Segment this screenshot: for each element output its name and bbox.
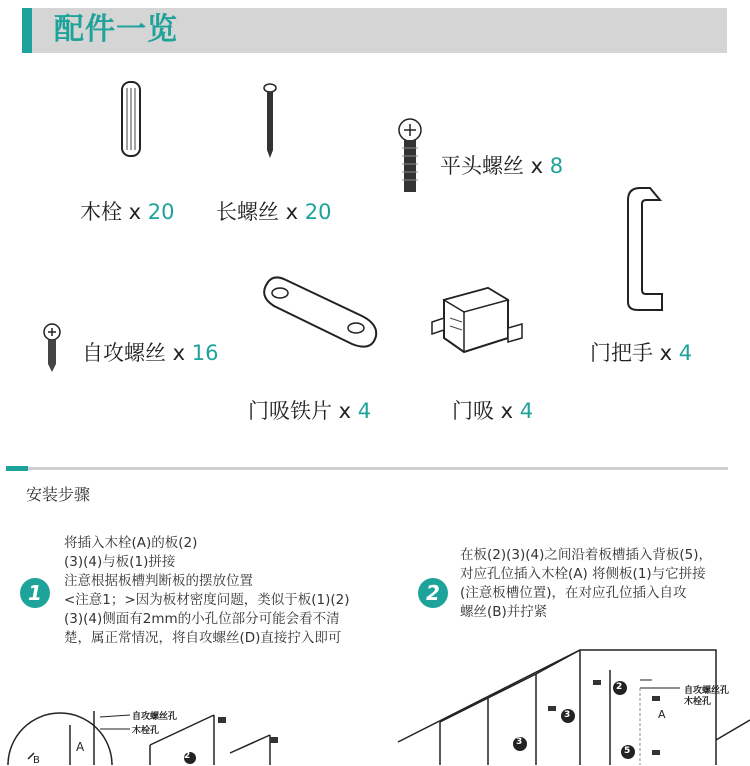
diagram2-label-self-tap-hole: 自攻螺丝孔: [684, 686, 730, 696]
diagram2-label-a: A: [658, 708, 666, 721]
section-divider: [28, 467, 728, 470]
handle-icon: [628, 188, 662, 310]
part-count: 4: [519, 399, 534, 423]
part-label-dowel: [80, 196, 175, 226]
part-label-long-screw: [216, 196, 332, 226]
part-sep: x: [332, 399, 358, 423]
divider-accent: [6, 466, 28, 471]
part-name: 门吸铁片: [248, 399, 332, 423]
section-title: 安装步骤: [26, 485, 91, 504]
part-name: 门吸: [452, 399, 494, 423]
diagram-label-b: B: [33, 755, 40, 766]
part-count: 8: [549, 154, 564, 178]
part-label-handle: [590, 337, 692, 367]
diagram2-num-5: 5: [624, 746, 631, 756]
part-count: 20: [304, 200, 332, 224]
step-1-badge: 1: [20, 578, 50, 608]
part-sep: x: [122, 200, 148, 224]
flat-screw-icon: [399, 119, 421, 192]
part-label-flat-screw: [440, 150, 563, 180]
part-name: 平头螺丝: [440, 154, 524, 178]
part-name: 木栓: [80, 200, 122, 224]
part-label-magnetic-catch: [452, 395, 533, 425]
dowel-icon: [122, 82, 140, 156]
part-label-self-tap-screw: [82, 337, 219, 367]
part-count: 4: [678, 341, 693, 365]
part-count: 16: [191, 341, 219, 365]
part-sep: x: [653, 341, 679, 365]
part-name: 自攻螺丝: [82, 341, 166, 365]
part-sep: x: [524, 154, 550, 178]
diagram2-num-3: 3: [564, 710, 571, 720]
part-sep: x: [279, 200, 305, 224]
diagram-label-dowel-hole: 木栓孔: [132, 726, 160, 736]
long-screw-icon: [264, 84, 276, 158]
part-count: 4: [357, 399, 372, 423]
metal-plate-icon: [264, 277, 376, 346]
diagram2-num-2: 2: [616, 682, 623, 692]
part-count: 20: [147, 200, 175, 224]
diagram-label-a: A: [76, 740, 85, 754]
header-accent: [22, 8, 32, 53]
part-name: 门把手: [590, 341, 653, 365]
self-tap-screw-icon: [44, 324, 60, 372]
part-sep: x: [494, 399, 520, 423]
diagram-label-self-tap-hole: 自攻螺丝孔: [132, 712, 178, 722]
step-2-text: 在板(2)(3)(4)之间沿着板槽插入背板(5)， 对应孔位插入木栓(A) 将侧板(1)与它拼接 (注意板槽位置)，在对应孔位插入自攻 螺丝(B)并拧紧: [460, 547, 712, 620]
diagram-num-2a: 2: [184, 751, 191, 761]
step-2-badge: 2: [418, 578, 448, 608]
part-label-metal-plate: [248, 395, 371, 425]
diagram2-label-dowel-hole: 木栓孔: [684, 697, 712, 707]
part-sep: x: [166, 341, 192, 365]
part-name: 长螺丝: [216, 200, 279, 224]
magnetic-catch-icon: [432, 288, 522, 352]
page-title: 配件一览: [54, 12, 178, 47]
diagram2-num-3b: 3: [516, 737, 523, 747]
step-1-text: 将插入木栓(A)的板(2) (3)(4)与板(1)拼接 注意根据板槽判断板的摆放位置 <注意1；>因为板材密度问题，类似于板(1)(2) (3)(4)侧面有2mm的小孔位部分可能会看不清 楚，属正常情况，将自攻螺丝(D)直接拧入即可: [64, 535, 350, 646]
